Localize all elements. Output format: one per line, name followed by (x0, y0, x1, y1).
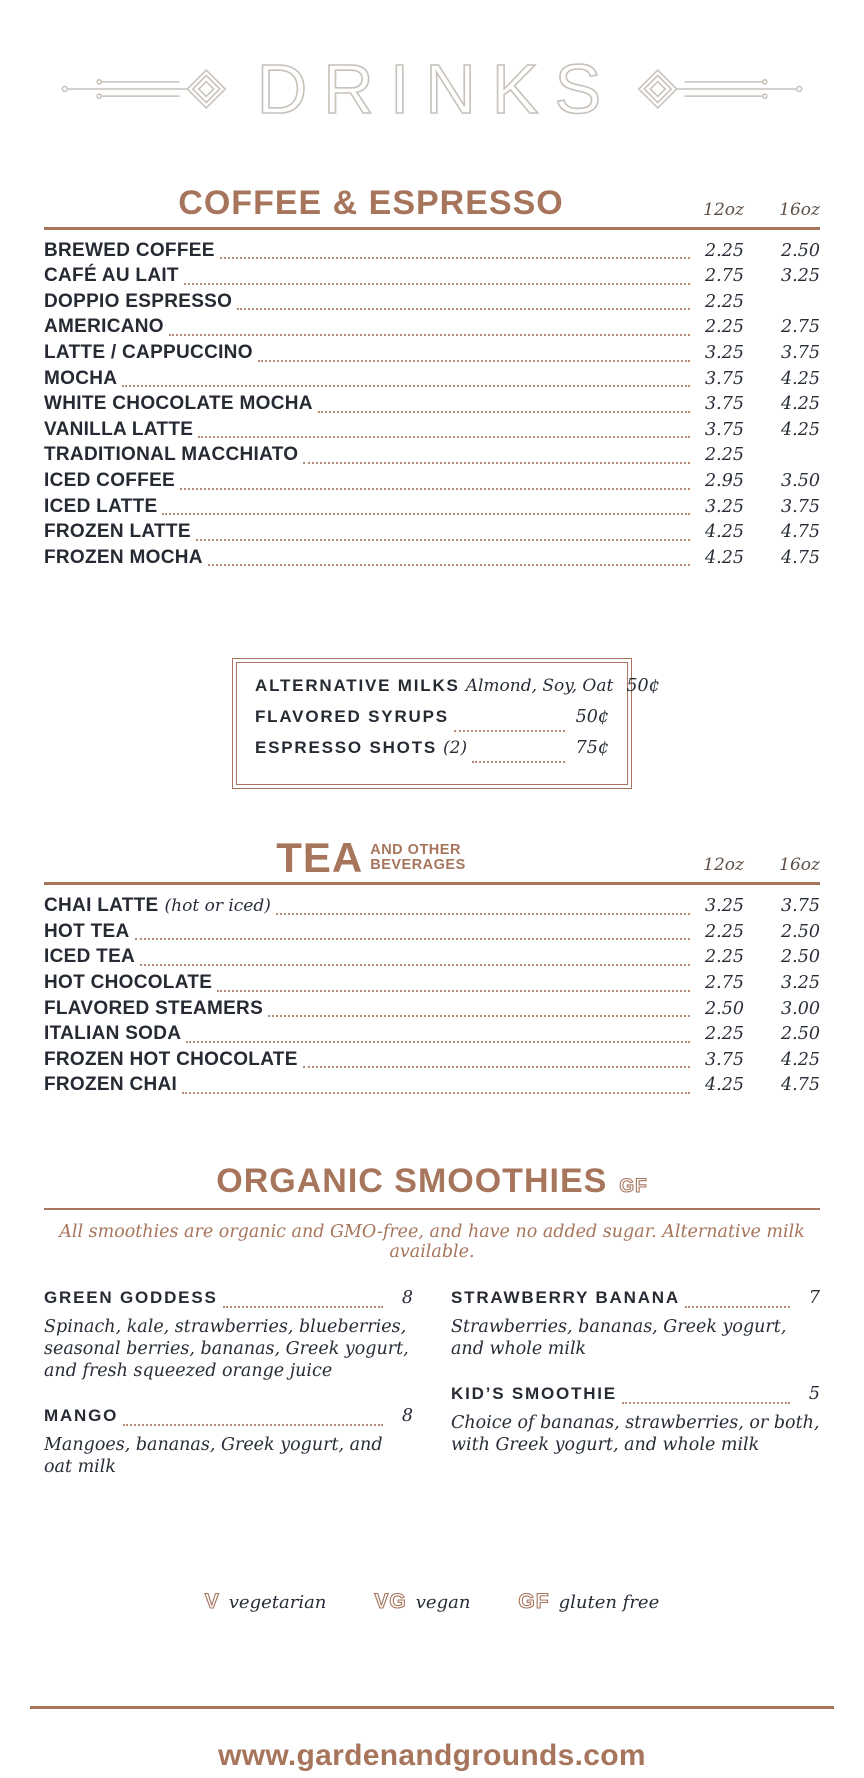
tea-sub-line1: AND OTHER (370, 842, 461, 859)
smoothie-name: GREEN GODDESS (44, 1287, 218, 1307)
dotted-leader (472, 761, 565, 763)
smoothie-item (451, 1384, 820, 1456)
menu-item-row (44, 1074, 820, 1100)
dotted-leader (140, 964, 690, 966)
menu-item-row (44, 521, 820, 547)
menu-item-row (44, 946, 820, 972)
menu-item-row (44, 921, 820, 947)
price-16oz: 2.50 (781, 1024, 820, 1045)
item-name: HOT CHOCOLATE (44, 971, 213, 993)
smoothie-description: Choice of bananas, strawberries, or both, with Greek yogurt, and whole milk (451, 1412, 820, 1455)
price-12oz: 3.25 (705, 896, 744, 917)
tea-title-sub (370, 843, 466, 873)
addon-note: Almond, Soy, Oat (465, 676, 614, 697)
dietary-label: gluten free (558, 1591, 660, 1613)
item-note: (hot or iced) (164, 896, 271, 917)
item-name: ICED COFFEE (44, 470, 176, 492)
coffee-menu-list (44, 240, 820, 573)
price-16oz: 3.75 (781, 896, 820, 917)
dotted-leader (318, 411, 690, 413)
menu-item-row (44, 496, 820, 522)
dotted-leader (622, 1402, 790, 1404)
addon-price: 50¢ (626, 676, 660, 697)
dotted-leader (268, 1015, 690, 1017)
item-name: FROZEN MOCHA (44, 546, 203, 568)
menu-item-row (44, 393, 820, 419)
dotted-leader (217, 990, 690, 992)
addons-box (232, 658, 660, 789)
art-deco-flourish-left-icon (61, 67, 233, 111)
addon-row (255, 676, 660, 707)
price-12oz: 2.25 (705, 445, 744, 466)
menu-item-row (44, 1049, 820, 1075)
dotted-leader (303, 1066, 690, 1068)
masthead (44, 50, 820, 128)
smoothie-price: 7 (808, 1287, 820, 1308)
price-12oz: 2.75 (705, 972, 744, 993)
price-16oz: 4.75 (781, 1075, 820, 1096)
price-12oz: 2.25 (705, 921, 744, 942)
addon-name: ALTERNATIVE MILKS (255, 676, 460, 696)
size-label-16oz: 16oz (779, 855, 820, 876)
menu-item-row (44, 265, 820, 291)
price-16oz: 2.75 (781, 317, 820, 338)
addon-name: FLAVORED SYRUPS (255, 707, 449, 727)
menu-item-row (44, 291, 820, 317)
dotted-leader (208, 564, 690, 566)
dietary-badge: V (204, 1589, 220, 1613)
price-16oz: 3.25 (781, 266, 820, 287)
item-name: FROZEN CHAI (44, 1074, 178, 1096)
size-label-16oz: 16oz (779, 199, 820, 220)
size-columns (698, 855, 820, 877)
item-name: TRADITIONAL MACCHIATO (44, 444, 299, 466)
smoothie-item (44, 1406, 413, 1478)
smoothies-note: All smoothies are organic and GMO-free, and have no added sugar. Alternative milk available. (59, 1221, 805, 1262)
addon-price: 50¢ (575, 707, 609, 728)
price-16oz: 3.25 (781, 972, 820, 993)
item-name: ICED TEA (44, 946, 136, 968)
price-12oz: 3.25 (705, 343, 744, 364)
dotted-leader (303, 462, 690, 464)
item-name: LATTE / CAPPUCCINO (44, 342, 253, 364)
item-name: HOT TEA (44, 920, 130, 942)
menu-item-row (44, 972, 820, 998)
section-divider (44, 1208, 820, 1210)
dotted-leader (162, 513, 690, 515)
menu-item-row (44, 998, 820, 1024)
dotted-leader (220, 257, 690, 259)
price-12oz: 2.25 (705, 1024, 744, 1045)
price-12oz: 2.50 (705, 998, 744, 1019)
price-16oz: 2.50 (781, 947, 820, 968)
price-16oz: 4.25 (781, 394, 820, 415)
price-16oz: 2.50 (781, 921, 820, 942)
addon-name: ESPRESSO SHOTS (255, 738, 438, 758)
addon-note: (2) (443, 738, 468, 759)
price-12oz: 4.25 (705, 522, 744, 543)
smoothies-column-right (451, 1288, 820, 1502)
price-16oz: 3.75 (781, 496, 820, 517)
addons-section (44, 658, 820, 789)
menu-item-row (44, 470, 820, 496)
dotted-leader (135, 938, 691, 940)
art-deco-flourish-right-icon (631, 67, 803, 111)
price-12oz: 2.25 (705, 291, 744, 312)
smoothie-item (44, 1288, 413, 1382)
item-name: FROZEN HOT CHOCOLATE (44, 1048, 298, 1070)
smoothie-price: 5 (808, 1383, 820, 1404)
item-name: FROZEN LATTE (44, 521, 191, 543)
price-12oz: 2.75 (705, 266, 744, 287)
dotted-leader (685, 1306, 790, 1308)
smoothies-section-title: ORGANIC SMOOTHIES (216, 1161, 608, 1200)
item-name: ITALIAN SODA (44, 1023, 182, 1045)
item-name: ICED LATTE (44, 495, 158, 517)
tea-section-title (44, 834, 698, 882)
price-16oz: 2.50 (781, 240, 820, 261)
smoothies-section-header (44, 1162, 820, 1262)
size-columns (698, 200, 820, 222)
dietary-legend (44, 1590, 820, 1614)
dotted-leader (276, 913, 690, 915)
smoothie-price: 8 (401, 1405, 413, 1426)
tea-title-main: TEA (276, 834, 364, 882)
menu-page (0, 50, 864, 1778)
dotted-leader (122, 385, 690, 387)
price-16oz: 3.75 (781, 343, 820, 364)
smoothie-item (451, 1288, 820, 1360)
item-name: WHITE CHOCOLATE MOCHA (44, 393, 313, 415)
menu-item-row (44, 419, 820, 445)
dietary-badge: VG (374, 1589, 407, 1613)
addon-row (255, 738, 609, 769)
dietary-label: vegan (415, 1591, 471, 1613)
item-name: CAFÉ AU LAIT (44, 265, 179, 287)
price-16oz: 3.50 (781, 471, 820, 492)
footer-divider (30, 1706, 834, 1709)
dotted-leader (180, 488, 690, 490)
price-12oz: 3.75 (705, 368, 744, 389)
smoothie-description: Spinach, kale, strawberries, blueberries, seasonal berries, bananas, Greek yogurt, and fresh squeezed orange juice (44, 1316, 409, 1381)
price-12oz: 4.25 (705, 547, 744, 568)
legend-item (205, 1590, 327, 1614)
price-12oz: 3.75 (705, 394, 744, 415)
menu-item-row (44, 444, 820, 470)
item-name: MOCHA (44, 367, 118, 389)
menu-item-row (44, 316, 820, 342)
menu-item-row (44, 547, 820, 573)
smoothie-name: STRAWBERRY BANANA (451, 1287, 680, 1307)
menu-item-row (44, 342, 820, 368)
price-12oz: 2.25 (705, 240, 744, 261)
item-name: DOPPIO ESPRESSO (44, 290, 233, 312)
gluten-free-badge: GF (619, 1175, 648, 1197)
addons-box-inner (236, 662, 660, 785)
price-16oz: 4.75 (781, 547, 820, 568)
website-text: www.gardenandgrounds.com (218, 1738, 646, 1772)
price-16oz: 4.25 (781, 419, 820, 440)
tea-section-header (44, 834, 820, 885)
smoothies-grid (44, 1288, 820, 1502)
page-title: DRINKS (256, 50, 618, 128)
item-name: BREWED COFFEE (44, 239, 215, 261)
addon-row (255, 707, 609, 738)
item-name: CHAI LATTE (44, 895, 159, 917)
dotted-leader (123, 1424, 383, 1426)
coffee-section-header (44, 186, 820, 230)
price-16oz: 4.75 (781, 522, 820, 543)
menu-item-row (44, 895, 820, 921)
smoothie-description: Strawberries, bananas, Greek yogurt, and whole milk (451, 1316, 787, 1359)
tea-menu-list (44, 895, 820, 1100)
dotted-leader (454, 730, 565, 732)
price-12oz: 2.25 (705, 317, 744, 338)
price-16oz: 4.25 (781, 368, 820, 389)
item-name: VANILLA LATTE (44, 418, 194, 440)
dotted-leader (258, 360, 690, 362)
item-name: FLAVORED STEAMERS (44, 997, 264, 1019)
price-12oz: 3.25 (705, 496, 744, 517)
size-label-12oz: 12oz (703, 855, 744, 876)
dietary-label: vegetarian (228, 1591, 327, 1613)
legend-item (518, 1590, 659, 1614)
dotted-leader (182, 1092, 690, 1094)
smoothie-price: 8 (401, 1287, 413, 1308)
price-12oz: 4.25 (705, 1075, 744, 1096)
dietary-badge: GF (518, 1589, 550, 1613)
dotted-leader (186, 1041, 690, 1043)
dotted-leader (237, 308, 690, 310)
dotted-leader (196, 539, 690, 541)
smoothie-description: Mangoes, bananas, Greek yogurt, and oat milk (44, 1434, 383, 1477)
coffee-section-title: COFFEE & ESPRESSO (178, 184, 564, 222)
price-12oz: 3.75 (705, 419, 744, 440)
addon-price: 75¢ (575, 738, 609, 759)
price-12oz: 2.25 (705, 947, 744, 968)
price-16oz: 4.25 (781, 1049, 820, 1070)
menu-item-row (44, 1023, 820, 1049)
menu-item-row (44, 240, 820, 266)
price-12oz: 3.75 (705, 1049, 744, 1070)
price-12oz: 2.95 (705, 471, 744, 492)
legend-item (374, 1590, 470, 1614)
menu-item-row (44, 368, 820, 394)
smoothie-name: MANGO (44, 1405, 119, 1425)
dotted-leader (223, 1306, 383, 1308)
smoothie-name: KID’S SMOOTHIE (451, 1383, 617, 1403)
tea-sub-line2: BEVERAGES (370, 857, 466, 874)
size-label-12oz: 12oz (703, 199, 744, 220)
price-16oz: 3.00 (781, 998, 820, 1019)
dotted-leader (169, 334, 690, 336)
dotted-leader (184, 283, 690, 285)
dotted-leader (198, 436, 690, 438)
item-name: AMERICANO (44, 316, 164, 338)
smoothies-column-left (44, 1288, 413, 1502)
